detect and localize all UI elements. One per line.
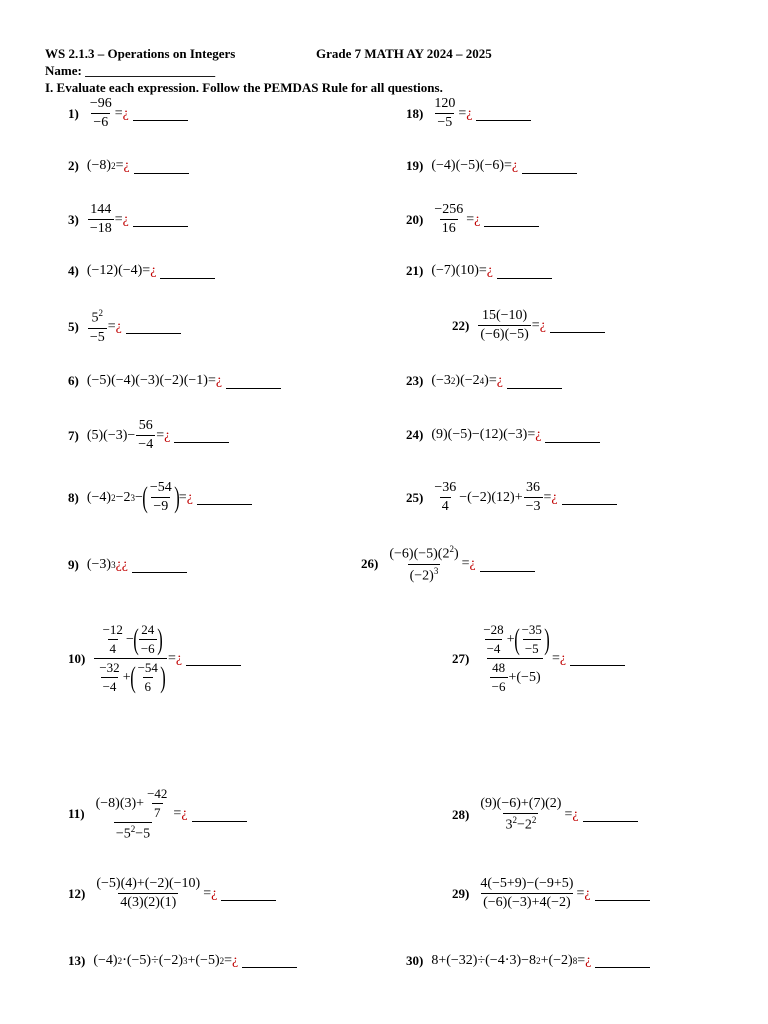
fraction: $\frac{-36}{4}$ <box>434 480 457 514</box>
question-29: 29) $\frac{4(-5+9)-(-9+5)}{(-6)(-3)+4(-2)}$ = ¿ <box>452 876 650 911</box>
question-number: 1) <box>68 105 79 121</box>
question-21: 21) (−7)(10) = ¿ <box>406 263 552 279</box>
question-number: 30) <box>406 952 424 968</box>
answer-blank[interactable] <box>133 106 188 121</box>
instructions: I. Evaluate each expression. Follow the PEMDAS Rule for all questions. <box>45 80 443 95</box>
answer-blank[interactable] <box>186 651 241 666</box>
question-number: 8) <box>68 489 79 505</box>
question-number: 13) <box>68 952 86 968</box>
question-3: 3) $\frac{144}{-18}$ = ¿ <box>68 202 188 237</box>
fraction: $\frac{56}{-4}$ <box>138 418 154 452</box>
answer-blank[interactable] <box>480 557 535 572</box>
fraction: $\frac{120}{-5}$ <box>434 96 456 130</box>
question-number: 3) <box>68 211 79 227</box>
question-number: 26) <box>361 556 379 572</box>
answer-blank[interactable] <box>133 212 188 227</box>
answer-blank[interactable] <box>221 886 276 901</box>
fraction: $\frac{(-5)(4)+(-2)(-10)}{4(3)(2)(1)}$ <box>96 876 201 910</box>
worksheet-title: WS 2.1.3 – Operations on Integers <box>45 46 236 61</box>
question-20: 20) $\frac{-256}{16}$ = ¿ <box>406 202 539 237</box>
fraction: $\frac{(9)(-6)+(7)(2)}{3^2-2^2}$ <box>480 796 562 833</box>
question-11: 11) (−8)(3)+ $\frac{-42}{7}$ $-5^2-5$ = ¿ <box>68 786 247 843</box>
grade-label: Grade 7 MATH AY 2024 – 2025 <box>316 46 492 61</box>
answer-blank[interactable] <box>242 953 297 968</box>
question-1: 1) $\frac{-96}{-6}$ = ¿ <box>68 96 188 131</box>
fraction: $\frac{144}{-18}$ <box>89 202 112 236</box>
fraction: $\frac{-96}{-6}$ <box>89 96 112 130</box>
answer-blank[interactable] <box>507 374 562 389</box>
question-24: 24) (9)(−5)−(12)(−3) = ¿ <box>406 427 600 443</box>
answer-blank[interactable] <box>197 490 252 505</box>
question-number: 6) <box>68 373 79 388</box>
answer-blank[interactable] <box>595 886 650 901</box>
question-23: 23) (−3 2 )(−2 4 ) = ¿ <box>406 373 562 389</box>
question-number: 27) <box>452 650 470 666</box>
question-2: 2) (−8) 2 = ¿ <box>68 158 189 174</box>
question-number: 9) <box>68 557 79 572</box>
answer-blank[interactable] <box>545 428 600 443</box>
question-number: 19) <box>406 158 424 173</box>
question-number: 4) <box>68 263 79 278</box>
question-number: 25) <box>406 489 424 505</box>
question-number: 21) <box>406 263 424 278</box>
question-number: 28) <box>452 806 470 822</box>
answer-blank[interactable] <box>595 953 650 968</box>
question-6: 6) (−5)(−4)(−3)(−2)(−1) = ¿ <box>68 373 281 389</box>
answer-blank[interactable] <box>134 159 189 174</box>
fraction: $\frac{36}{-3}$ <box>525 480 541 514</box>
question-8: 8) (−4) 2 −2 3 − ( $\frac{-54}{-9}$ ) = ¿ <box>68 480 252 515</box>
question-number: 12) <box>68 885 86 901</box>
fraction: $\frac{-256}{16}$ <box>434 202 464 236</box>
answer-blank[interactable] <box>583 807 638 822</box>
question-27: 27) $\frac{-28}{-4}$ + ( $\frac{-35}{-5}$ ) $\frac{48}{-6}$ +(−5) = ¿ <box>452 622 625 695</box>
answer-blank[interactable] <box>192 807 247 822</box>
answer-blank[interactable] <box>550 318 605 333</box>
fraction: $\frac{(-6)(-5)(2^2)}{(-2)^3}$ <box>389 544 459 584</box>
question-19: 19) (−4)(−5)(−6) = ¿ <box>406 158 577 174</box>
answer-blank[interactable] <box>126 319 181 334</box>
question-12: 12) $\frac{(-5)(4)+(-2)(-10)}{4(3)(2)(1)}$ = ¿ <box>68 876 276 911</box>
answer-blank[interactable] <box>226 374 281 389</box>
question-25: 25) $\frac{-36}{4}$ −(−2)(12)+ $\frac{36}{-3}$ = ¿ <box>406 480 617 515</box>
fraction: $\frac{4(-5+9)-(-9+5)}{(-6)(-3)+4(-2)}$ <box>480 876 574 910</box>
answer-blank[interactable] <box>160 264 215 279</box>
question-7: 7) (5)(−3)− $\frac{56}{-4}$ = ¿ <box>68 418 229 453</box>
question-9: 9) (−3) 3 ¿ ¿ <box>68 557 187 573</box>
answer-blank[interactable] <box>132 558 187 573</box>
answer-blank[interactable] <box>476 106 531 121</box>
answer-blank[interactable] <box>174 428 229 443</box>
answer-blank[interactable] <box>570 651 625 666</box>
question-number: 22) <box>452 317 470 333</box>
question-number: 7) <box>68 427 79 443</box>
question-number: 18) <box>406 105 424 121</box>
question-number: 5) <box>68 318 79 334</box>
question-10: 10) $\frac{-12}{4}$ − ( $\frac{24}{-6}$ ) $\frac{-32}{-4}$ + ( $\frac{-54}{6}$ ) = ¿ <box>68 622 241 695</box>
name-field[interactable]: Name: ____________________ <box>45 63 216 78</box>
answer-blank[interactable] <box>497 264 552 279</box>
question-13: 13) (−4) 2 ⋅(−5)÷(−2) 3 +(−5) 2 = ¿ <box>68 952 297 969</box>
fraction: $\frac{15(-10)}{(-6)(-5)}$ <box>480 308 529 342</box>
question-28: 28) $\frac{(9)(-6)+(7)(2)}{3^2-2^2}$ = ¿ <box>452 796 638 834</box>
question-number: 2) <box>68 158 79 173</box>
complex-fraction: $\frac{-12}{4}$ − ( $\frac{24}{-6}$ ) $\frac{-32}{-4}$ + ( $\frac{-54}{6}$ ) <box>94 622 167 695</box>
question-30: 30) 8+(−32)÷(−4⋅3)−8 2 +(−2) 8 = ¿ <box>406 952 650 969</box>
question-number: 20) <box>406 211 424 227</box>
question-5: 5) $\frac{5^2}{-5}$ = ¿ <box>68 308 181 346</box>
question-26: 26) $\frac{(-6)(-5)(2^2)}{(-2)^3}$ = ¿ <box>361 544 535 584</box>
fraction: $\frac{-54}{-9}$ <box>149 480 172 514</box>
question-18: 18) $\frac{120}{-5}$ = ¿ <box>406 96 531 131</box>
complex-fraction: $\frac{-28}{-4}$ + ( $\frac{-35}{-5}$ ) $\frac{48}{-6}$ +(−5) <box>483 622 550 694</box>
answer-blank[interactable] <box>522 159 577 174</box>
answer-blank[interactable] <box>562 490 617 505</box>
question-22: 22) $\frac{15(-10)}{(-6)(-5)}$ = ¿ <box>452 308 605 343</box>
question-number: 23) <box>406 373 424 388</box>
question-number: 24) <box>406 427 424 442</box>
fraction: $\frac{5^2}{-5}$ <box>89 308 105 345</box>
question-number: 29) <box>452 885 470 901</box>
question-number: 10) <box>68 650 86 666</box>
question-number: 11) <box>68 806 85 822</box>
complex-fraction: (−8)(3)+ $\frac{-42}{7}$ $-5^2-5$ <box>95 786 168 842</box>
question-4: 4) (−12)(−4) = ¿ <box>68 263 215 279</box>
answer-blank[interactable] <box>484 212 539 227</box>
